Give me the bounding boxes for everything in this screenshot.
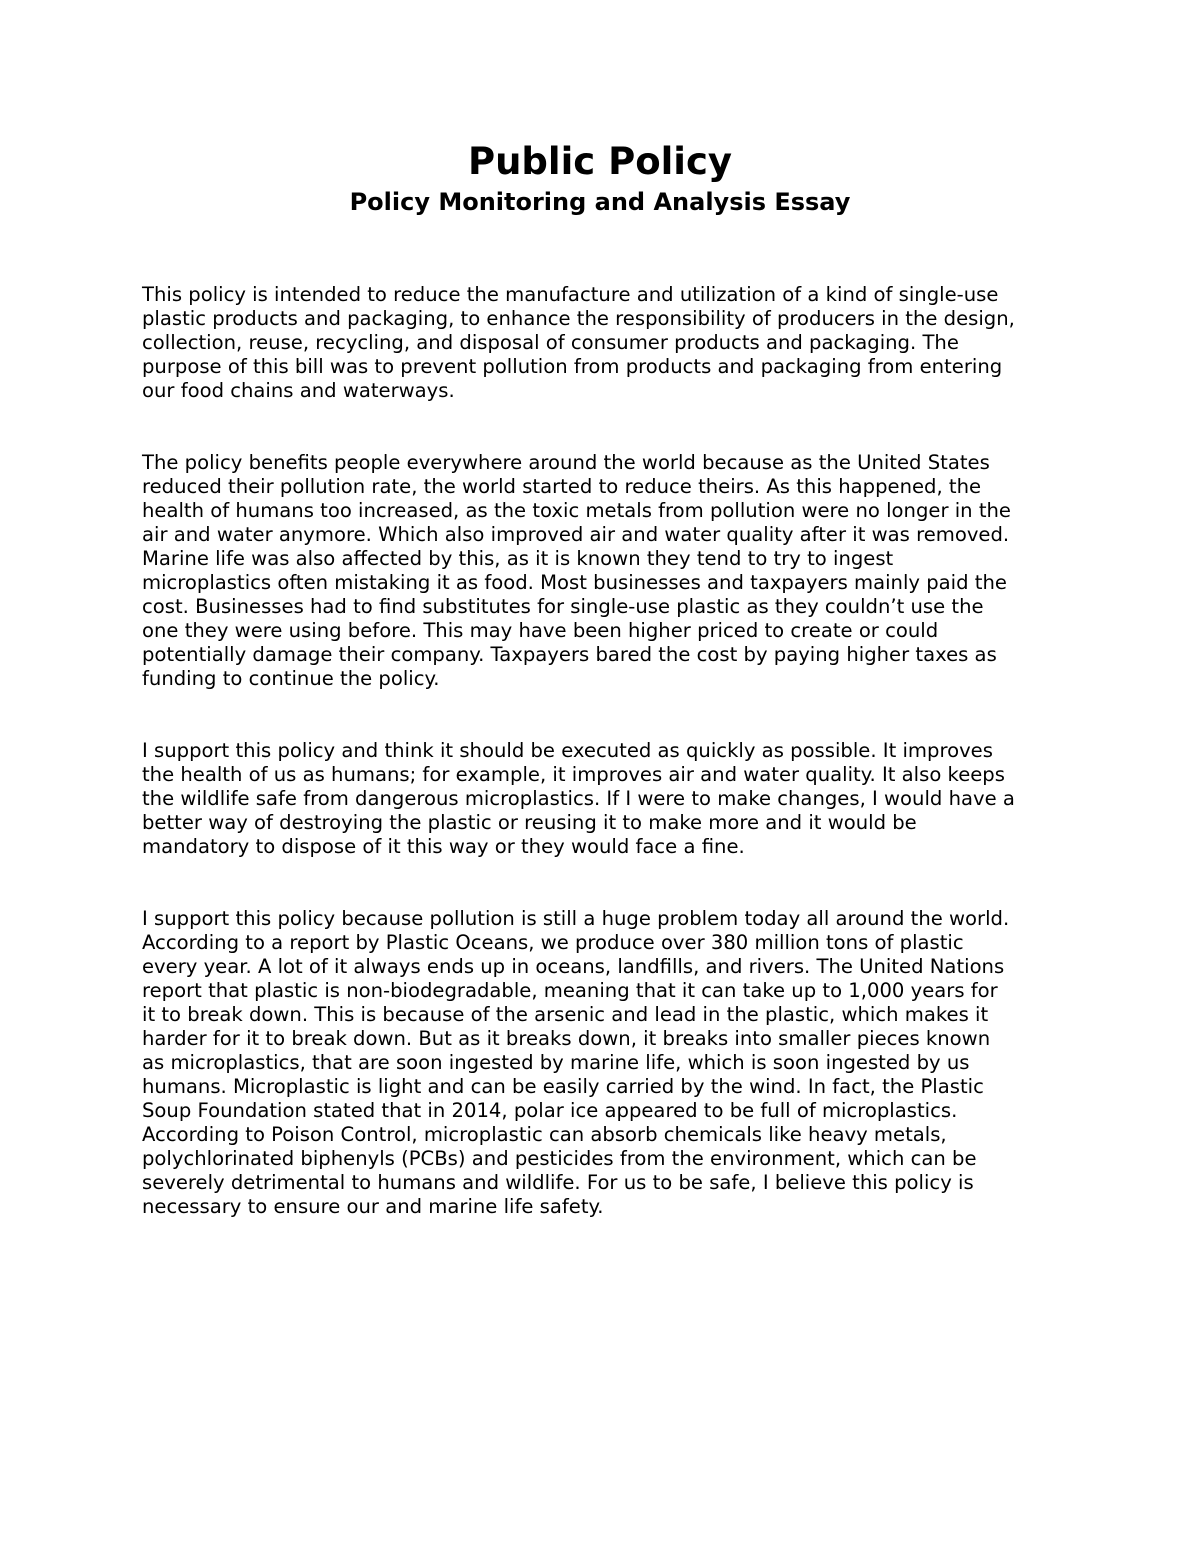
document-subtitle: Policy Monitoring and Analysis Essay — [349, 188, 851, 216]
document-body — [142, 283, 1062, 1267]
document-title: Public Policy — [467, 140, 733, 183]
paragraph-policy-purpose: This policy is intended to reduce the manufacture and utilization of a kind of single-use plastic products and packaging, to enhance the responsibility of producers in the design, collection, reuse, recycling, and disposal of consumer products and packaging. The purpose of this bill was to prevent pollution from products and packaging from entering our food chains and waterways. — [142, 283, 1015, 402]
paragraph-policy-benefits: The policy benefits people everywhere around the world because as the United States reduced their pollution rate, the world started to reduce theirs. As this happened, the health of humans too increased, as the toxic metals from pollution were no longer in the air and water anymore. Which also improved air and water quality after it was removed. Marine life was also affected by this, as it is known they tend to try to ingest microplastics often mistaking it as food. Most businesses and taxpayers mainly paid the cost. Businesses had to find substitutes for single-use plastic as they couldn’t use the one they were using before. This may have been higher priced to create or could potentially damage their company. Taxpayers bared the cost by paying higher taxes as funding to continue the policy. — [142, 451, 1011, 690]
paragraph-support-reasons: I support this policy because pollution is still a huge problem today all around the world. According to a report by Plastic Oceans, we produce over 380 million tons of plastic every year. A lot of it always ends up in oceans, landfills, and rivers. The United Nations report that plastic is non-biodegradable, meaning that it can take up to 1,000 years for it to break down. This is because of the arsenic and lead in the plastic, which makes it harder for it to break down. But as it breaks down, it breaks into smaller pieces known as microplastics, that are soon ingested by marine life, which is soon ingested by us humans. Microplastic is light and can be easily carried by the wind. In fact, the Plastic Soup Foundation stated that in 2014, polar ice appeared to be full of microplastics. According to Poison Control, microplastic can absorb chemicals like heavy metals, polychlorinated biphenyls (PCBs) and pesticides from the environment, which can be severely detrimental to humans and wildlife. For us to be safe, I believe this policy is necessary to ensure our and marine life safety. — [142, 907, 1010, 1218]
paragraph-support-and-changes: I support this policy and think it should be executed as quickly as possible. It improves the health of us as humans; for example, it improves air and water quality. It also keeps the wildlife safe from dangerous microplastics. If I were to make changes, I would have a better way of destroying the plastic or reusing it to make more and it would be mandatory to dispose of it this way or they would face a fine. — [142, 739, 1015, 858]
